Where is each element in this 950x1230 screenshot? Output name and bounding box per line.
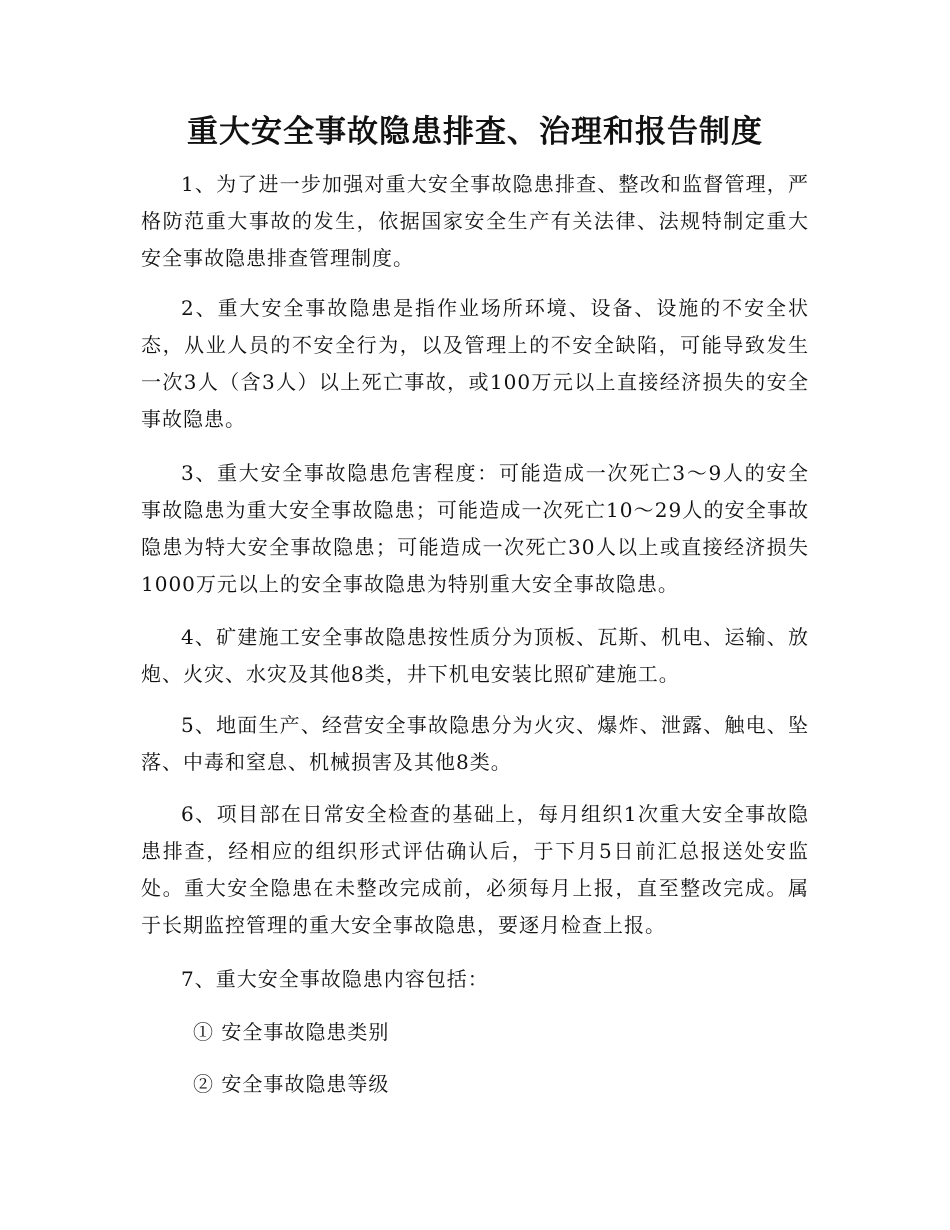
paragraph-1: 1、为了进一步加强对重大安全事故隐患排查、整改和监督管理，严格防范重大事故的发生，依据国家安全生产有关法律、法规特制定重大安全事故隐患排查管理制度。 xyxy=(141,172,809,270)
paragraph-3: 3、重大安全事故隐患危害程度：可能造成一次死亡3～9人的安全事故隐患为重大安全事故隐患；可能造成一次死亡10～29人的安全事故隐患为特大安全事故隐患；可能造成一次死亡30人以上或直接经济损失1000万元以上的安全事故隐患为特别重大安全事故隐患。 xyxy=(141,461,809,596)
list-item-category: ① 安全事故隐患类别 xyxy=(193,1020,390,1044)
paragraph-5: 5、地面生产、经营安全事故隐患分为火灾、爆炸、泄露、触电、坠落、中毒和窒息、机械损害及其他8类。 xyxy=(141,713,809,774)
paragraph-7: 7、重大安全事故隐患内容包括： xyxy=(181,967,489,991)
paragraph-2: 2、重大安全事故隐患是指作业场所环境、设备、设施的不安全状态，从业人员的不安全行为，以及管理上的不安全缺陷，可能导致发生一次3人（含3人）以上死亡事故，或100万元以上直接经济损失的安全事故隐患。 xyxy=(141,296,809,431)
paragraph-6: 6、项目部在日常安全检查的基础上，每月组织1次重大安全事故隐患排查，经相应的组织形式评估确认后，于下月5日前汇总报送处安监处。重大安全隐患在未整改完成前，必须每月上报，直至整改完成。属于长期监控管理的重大安全事故隐患，要逐月检查上报。 xyxy=(141,802,809,937)
document-title: 重大安全事故隐患排查、治理和报告制度 xyxy=(187,114,763,150)
paragraph-4: 4、矿建施工安全事故隐患按性质分为顶板、瓦斯、机电、运输、放炮、火灾、水灾及其他8类，井下机电安装比照矿建施工。 xyxy=(141,625,809,686)
list-item-level: ② 安全事故隐患等级 xyxy=(193,1072,390,1096)
